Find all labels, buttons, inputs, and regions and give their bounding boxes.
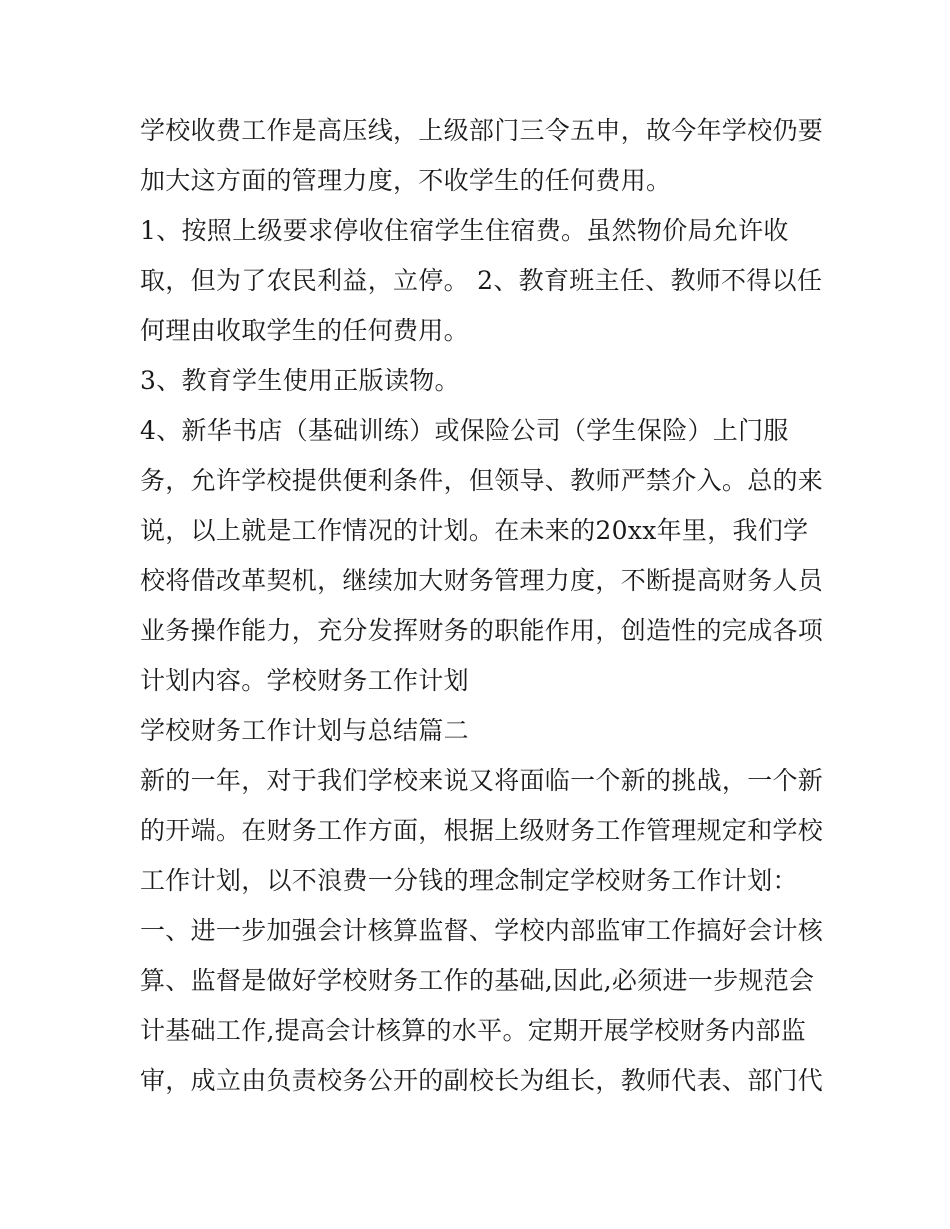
text-line: 说，以上就是工作情况的计划。在未来的20xx年里，我们学	[140, 516, 809, 545]
text-line: 校将借改革契机，继续加大财务管理力度，不断提高财务人员	[140, 566, 824, 595]
text-line: 算、监督是做好学校财务工作的基础,因此,必须进一步规范会	[140, 966, 815, 995]
text-line: 3、教育学生使用正版读物。	[140, 366, 460, 395]
section-heading: 学校财务工作计划与总结篇二	[140, 716, 469, 745]
text-line: 一、进一步加强会计核算监督、学校内部监审工作搞好会计核	[140, 916, 824, 945]
text-line: 计基础工作,提高会计核算的水平。定期开展学校财务内部监	[140, 1016, 807, 1045]
text-line: 加大这方面的管理力度，不收学生的任何费用。	[140, 166, 672, 195]
text-line: 新的一年，对于我们学校来说又将面临一个新的挑战，一个新	[140, 766, 824, 795]
text-line: 的开端。在财务工作方面，根据上级财务工作管理规定和学校	[140, 816, 824, 845]
text-line: 4、新华书店（基础训练）或保险公司（学生保险）上门服	[140, 416, 789, 445]
text-line: 工作计划，以不浪费一分钱的理念制定学校财务工作计划：	[140, 866, 798, 895]
text-line: 1、按照上级要求停收住宿学生住宿费。虽然物价局允许收	[140, 216, 789, 245]
text-line: 审，成立由负责校务公开的副校长为组长，教师代表、部门代	[140, 1066, 824, 1095]
text-line: 业务操作能力，充分发挥财务的职能作用，创造性的完成各项	[140, 616, 824, 645]
text-line: 计划内容。学校财务工作计划	[140, 666, 469, 695]
text-line: 取，但为了农民利益，立停。 2、教育班主任、教师不得以任	[140, 266, 823, 295]
text-line: 何理由收取学生的任何费用。	[140, 316, 469, 345]
text-line: 务，允许学校提供便利条件，但领导、教师严禁介入。总的来	[140, 466, 824, 495]
text-line: 学校收费工作是高压线，上级部门三令五申，故今年学校仍要	[140, 116, 824, 145]
